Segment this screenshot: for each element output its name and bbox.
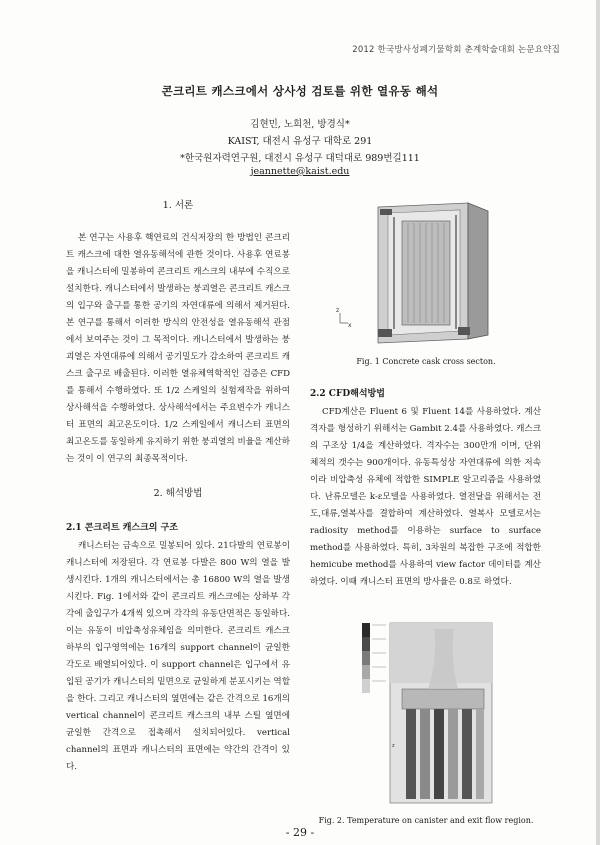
section-1-heading: 1. 서론 [162,200,194,211]
right-column [310,384,541,591]
svg-text:z: z [392,743,395,749]
affiliation-2: *한국원자력연구원, 대전시 유성구 대덕대로 989번길111 [180,153,420,164]
page-number: - 29 - [285,826,315,839]
section-2-heading: 2. 해석방법 [153,488,203,499]
scan-edge [596,0,600,845]
subsection-2-2-heading: 2.2 CFD해석방법 [310,389,385,399]
paper-title: 콘크리트 캐스크에서 상사성 검토를 위한 열유동 해석 [161,84,439,98]
section-1-text: 본 연구는 사용후 핵연료의 건식저장의 한 방법인 콘크리트 캐스크에 대한 열유동해석에 관한 것이다. 사용후 연료봉을 캐니스터에 밀봉하여 콘크리트 캐스크의 내부에 수직으로 설치한다. 캐니스터에서 발생하는 붕괴열은 콘크리트 캐스크의 입구와 출구를 통한 공기의 자연대류에 의해서 제거된다. 본 연구를 통해서 이러한 방식의 안전성을 열유동해석 관점에서 보여주는 것이 그 목적이다. 캐니스터에서 발생하는 붕괴열은 자연대류에 의해서 공기밀도가 감소하여 콘크리트 캐스크 출구로 배출된다. 이러한 열유체역학적인 검증은 CFD를 통해서 수행하였다. 또 1/2 스케일의 실험제작을 위하여 상사해석을 수행하였다. 상사해석에서는 주요변수가 캐니스터 표면의 최고온도이다. 1/2 스케일에서 캐니스터 표면의 최고온도를 동일하게 유지하기 위한 붕괴열의 비율을 계산하는 것이 이 연구의 최종목적이다. [66,233,290,464]
figure-2-caption: Fig. 2. Temperature on canister and exit flow region. [318,816,534,825]
figure-1-cask-cross-section [318,201,534,349]
left-column [66,196,290,776]
figure-2-temperature-contour [358,619,496,809]
author-list: 김현민, 노희천, 방경식* [250,119,350,130]
running-head: 2012 한국방사성폐기물학회 춘계학술대회 논문요약집 [352,45,560,55]
svg-text:x: x [348,322,352,329]
affiliation-1: KAIST, 대전시 유성구 대학로 291 [227,136,373,147]
subsection-2-1-heading: 2.1 콘크리트 캐스크의 구조 [66,523,178,533]
svg-text:z: z [336,307,340,314]
subsection-2-1-text: 캐니스터는 금속으로 밀봉되어 있다. 21다발의 연료봉이 캐니스터에 저장된다. 각 연료봉 다발은 800 W의 열을 발생시킨다. 1개의 캐니스터에서는 총 16800 W의 열을 발생시킨다. Fig. 1에서와 같이 콘크리트 캐스크에는 상하부 각각에 출입구가 4개씩 있으며 각각의 유동단면적은 동일하다. 이는 유동이 비압축성유체임을 의미한다. 콘크리트 캐스크 하부의 입구영역에는 16개의 support channel이 균일한 각도로 배열되어있다. 이 support channel은 입구에서 유입된 공기가 캐니스터의 밑면으로 균일하게 분포시키는 역할을 한다. 그리고 캐니스터의 옆면에는 같은 간격으로 16개의 vertical channel이 콘크리트 캐스크의 내부 스틸 옆면에 균일한 간격으로 접촉해서 설치되어있다. vertical channel의 표면과 캐니스터의 표면에는 약간의 간격이 있다. [66,541,290,772]
figure-1-caption: Fig. 1 Concrete cask cross secton. [356,357,496,366]
subsection-2-2-text: CFD계산은 Fluent 6 및 Fluent 14를 사용하였다. 계산격자를 형성하기 위해서는 Gambit 2.4를 사용하였다. 캐스크의 구조상 1/4을 계산하였다. 격자수는 300만개 이며, 단위 체적의 갯수는 900개이다. 유동특성상 자연대류에 의한 저속이라 비압축성 유체에 적합한 SIMPLE 알고리즘을 사용하였다. 난류모델은 k-ε모델을 사용하였다. 열전달을 위해서는 전도,대류,열복사를 결합하여 계산하였다. 열복사 모델로서는 radiosity method를 이용하는 surface to surface method를 사용하였다. 특히, 3차원의 복잡한 구조에 적합한 hemicube method를 사용하여 view factor 데이터를 계산하였다. 이때 캐니스터 표면의 방사율은 0.8로 하였다. [310,407,541,587]
author-email[interactable]: jeannette@kaist.edu [250,166,350,177]
